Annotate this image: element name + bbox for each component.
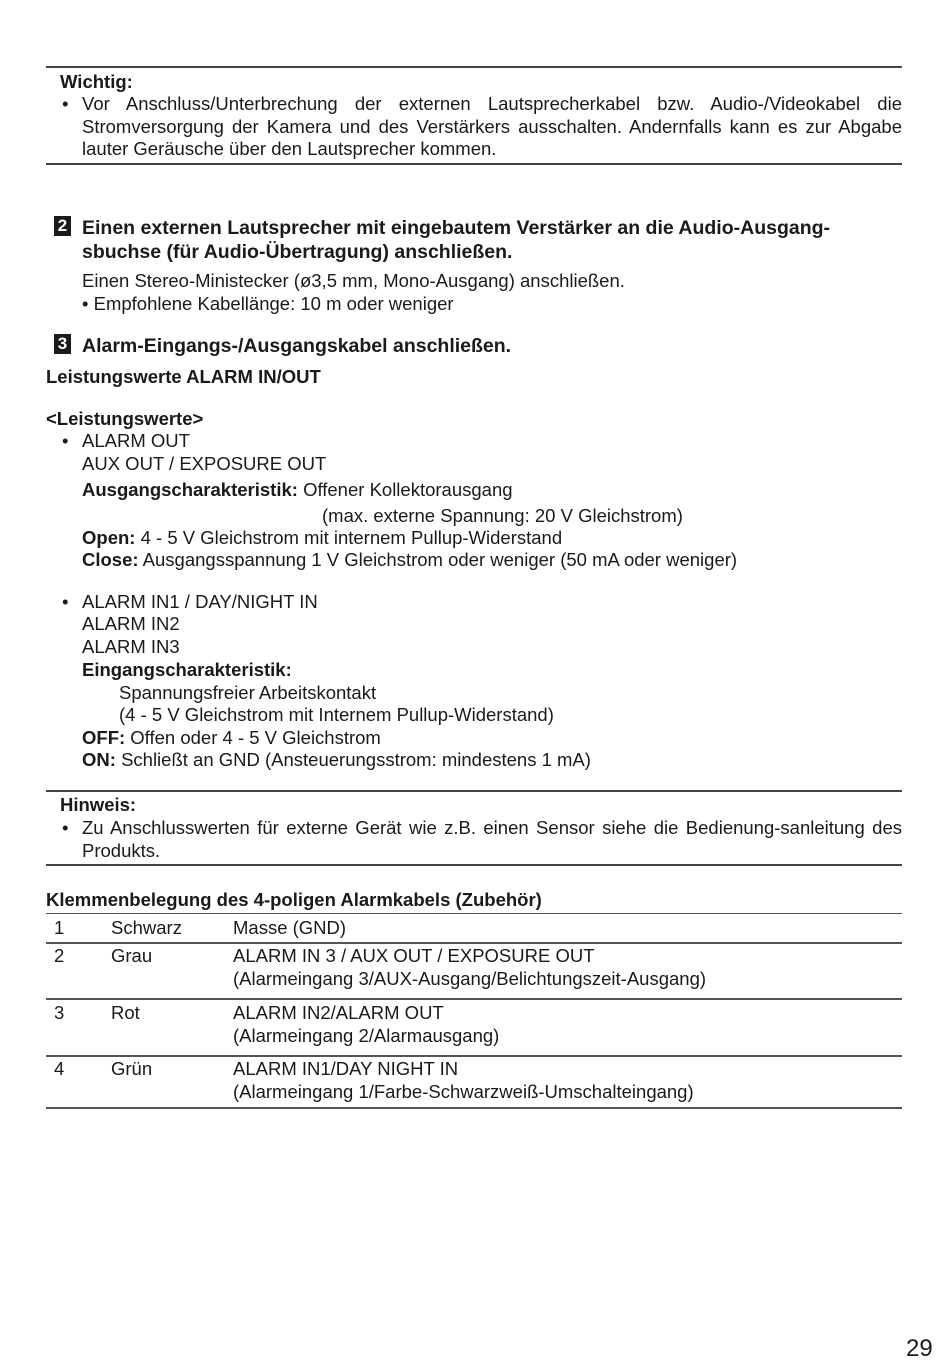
hint-bottom-rule <box>46 864 902 866</box>
step-2-note: • Empfohlene Kabellänge: 10 m oder weniger <box>82 293 454 314</box>
important-title: Wichtig: <box>60 71 133 92</box>
ratings-subtitle: <Leistungswerte> <box>46 408 204 429</box>
page-number: 29 <box>906 1335 933 1362</box>
alarm-in-line2: ALARM IN2 <box>82 613 180 634</box>
signal-name: ALARM IN2/ALARM OUT <box>233 1002 444 1023</box>
off-spec <box>82 727 381 750</box>
signal-name: Masse (GND) <box>233 917 347 938</box>
close-value: Ausgangsspannung 1 V Gleichstrom oder weniger (50 mA oder weniger) <box>142 549 738 570</box>
open-label: Open: <box>82 527 136 548</box>
input-characteristic-value: Spannungsfreier Arbeitskontakt <box>119 682 377 703</box>
alarm-out-line2: AUX OUT / EXPOSURE OUT <box>82 453 327 474</box>
step-3-number: 3 <box>54 334 71 354</box>
alarm-out-bullet: • <box>62 430 69 451</box>
step-2-body: Einen Stereo-Ministecker (ø3,5 mm, Mono-Ausgang) anschließen. <box>82 270 625 291</box>
signal-description: (Alarmeingang 2/Alarmausgang) <box>233 1025 500 1046</box>
important-top-rule <box>46 66 902 68</box>
important-bottom-rule <box>46 163 902 165</box>
wire-color: Grau <box>111 945 153 966</box>
pin-number: 4 <box>54 1058 65 1079</box>
step-2-number: 2 <box>54 216 71 236</box>
wire-color: Rot <box>111 1002 140 1023</box>
alarm-in-line3: ALARM IN3 <box>82 636 180 657</box>
step-2-heading: Einen externen Lautsprecher mit eingebautem Verstärker an die Audio-Ausgang-sbuchse (für Audio-Übertragung) anschließen. <box>82 217 831 263</box>
pin-number: 3 <box>54 1002 65 1023</box>
hint-top-rule <box>46 790 902 792</box>
table-row-divider <box>46 942 902 944</box>
on-spec <box>82 749 591 772</box>
off-value: Offen oder 4 - 5 V Gleichstrom <box>130 727 381 748</box>
signal-description: (Alarmeingang 3/AUX-Ausgang/Belichtungszeit-Ausgang) <box>233 968 707 989</box>
alarm-out-line1: ALARM OUT <box>82 430 190 451</box>
important-bullet: • <box>62 93 69 114</box>
hint-text: Zu Anschlusswerten für externe Gerät wie z.B. einen Sensor siehe die Bedienung-sanleitung des Produkts. <box>82 817 902 861</box>
pin-number: 1 <box>54 917 65 938</box>
open-value: 4 - 5 V Gleichstrom mit internem Pullup-Widerstand <box>140 527 563 548</box>
off-label: OFF: <box>82 727 126 748</box>
signal-name: ALARM IN1/DAY NIGHT IN <box>233 1058 459 1079</box>
step-3-heading: Alarm-Eingangs-/Ausgangskabel anschließen. <box>82 335 512 357</box>
alarm-in-bullet: • <box>62 591 69 612</box>
wire-color: Grün <box>111 1058 153 1079</box>
table-bottom-rule <box>46 1107 902 1109</box>
table-row-divider <box>46 998 902 1000</box>
alarm-in-line1: ALARM IN1 / DAY/NIGHT IN <box>82 591 318 612</box>
table-title: Klemmenbelegung des 4-poligen Alarmkabels (Zubehör) <box>46 889 542 910</box>
wire-color: Schwarz <box>111 917 182 938</box>
input-characteristic-label: Eingangscharakteristik: <box>82 659 292 680</box>
table-row-divider <box>46 1055 902 1057</box>
input-characteristic-value2: (4 - 5 V Gleichstrom mit Internem Pullup-Widerstand) <box>119 704 554 725</box>
hint-bullet: • <box>62 817 69 838</box>
pin-number: 2 <box>54 945 65 966</box>
output-characteristic <box>82 479 513 502</box>
ratings-title: Leistungswerte ALARM IN/OUT <box>46 366 321 387</box>
close-spec <box>82 549 737 572</box>
table-top-rule <box>46 913 902 914</box>
signal-description: (Alarmeingang 1/Farbe-Schwarzweiß-Umschalteingang) <box>233 1081 694 1102</box>
output-characteristic-label: Ausgangscharakteristik: <box>82 479 298 500</box>
important-text: Vor Anschluss/Unterbrechung der externen Lautsprecherkabel bzw. Audio-/Videokabel die Stromversorgung der Kamera und des Verstärkers ausschalten. Andernfalls kann es zur Abgabe lauter Geräusche über den Lautsprecher kommen. <box>82 93 902 159</box>
output-characteristic-value: Offener Kollektorausgang <box>303 479 513 500</box>
signal-name: ALARM IN 3 / AUX OUT / EXPOSURE OUT <box>233 945 595 966</box>
on-value: Schließt an GND (Ansteuerungsstrom: mindestens 1 mA) <box>121 749 591 770</box>
close-label: Close: <box>82 549 139 570</box>
output-characteristic-value2: (max. externe Spannung: 20 V Gleichstrom) <box>322 505 683 526</box>
open-spec <box>82 527 562 550</box>
hint-title: Hinweis: <box>60 794 137 815</box>
on-label: ON: <box>82 749 116 770</box>
